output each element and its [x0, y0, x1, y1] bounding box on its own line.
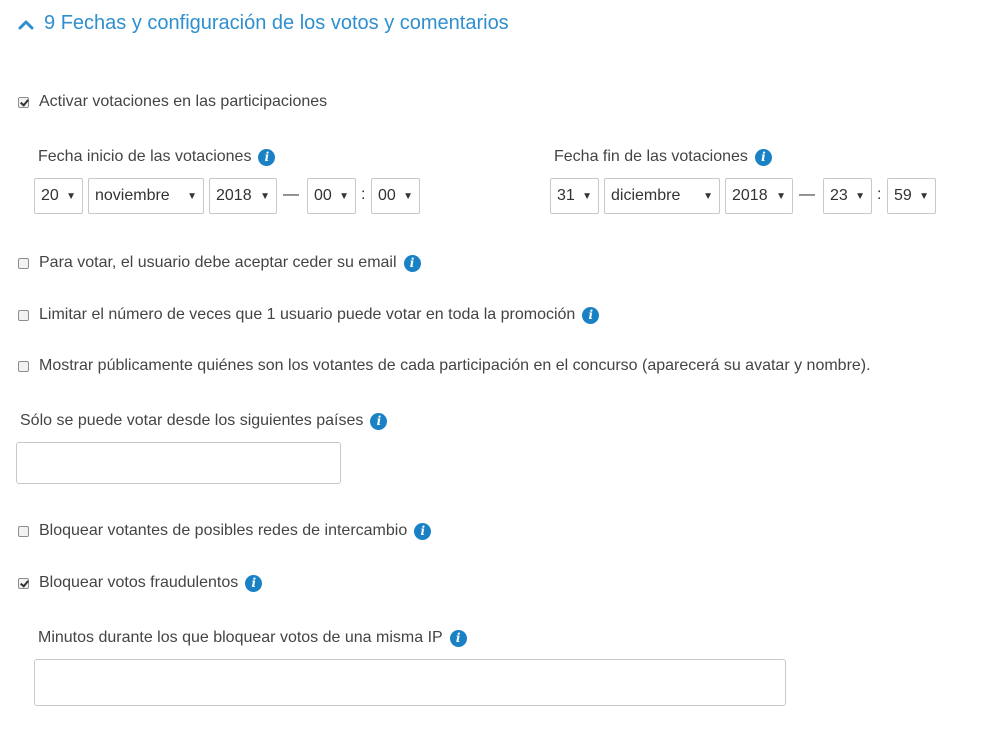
- chevron-up-icon: [16, 14, 36, 34]
- countries-label: [20, 412, 387, 430]
- start-month-select[interactable]: [88, 178, 204, 214]
- end-hour-select[interactable]: [823, 178, 872, 214]
- end-date-label-text: Fecha fin de las votaciones: [554, 148, 748, 165]
- countries-input[interactable]: [16, 442, 341, 484]
- end-colon-separator: :: [877, 186, 882, 203]
- dropdown-arrow-icon: ▼: [703, 190, 713, 202]
- start-day-select[interactable]: [34, 178, 83, 214]
- end-minute-value: 59: [894, 187, 912, 204]
- email-label: Para votar, el usuario debe aceptar ceder su email: [39, 254, 397, 271]
- end-month-select[interactable]: [604, 178, 720, 214]
- start-hour-value: 00: [314, 187, 332, 204]
- enable-voting-checkbox[interactable]: [18, 97, 29, 108]
- dropdown-arrow-icon: ▼: [66, 190, 76, 202]
- start-year-value: 2018: [216, 187, 252, 204]
- end-dash-separator: —: [799, 186, 815, 203]
- end-hour-value: 23: [830, 187, 848, 204]
- info-icon[interactable]: i: [245, 575, 262, 592]
- end-year-value: 2018: [732, 187, 768, 204]
- info-icon[interactable]: i: [582, 307, 599, 324]
- end-minute-select[interactable]: [887, 178, 936, 214]
- dropdown-arrow-icon: ▼: [776, 190, 786, 202]
- start-minute-select[interactable]: [371, 178, 420, 214]
- show-voters-option[interactable]: [18, 357, 871, 375]
- email-checkbox[interactable]: [18, 258, 29, 269]
- minutes-label-text: Minutos durante los que bloquear votos de una misma IP: [38, 629, 443, 646]
- enable-voting-option[interactable]: [18, 93, 327, 111]
- start-date-label-text: Fecha inicio de las votaciones: [38, 148, 252, 165]
- enable-voting-label: Activar votaciones en las participaciones: [39, 93, 328, 110]
- info-icon[interactable]: i: [755, 149, 772, 166]
- show-voters-checkbox[interactable]: [18, 361, 29, 372]
- minutes-label: [38, 629, 467, 647]
- show-voters-label: Mostrar públicamente quiénes son los votantes de cada participación en el concurso (aparecerá su avatar y nombre).: [39, 357, 871, 374]
- end-day-select[interactable]: [550, 178, 599, 214]
- limit-votes-checkbox[interactable]: [18, 310, 29, 321]
- block-networks-option[interactable]: [18, 522, 431, 540]
- block-fraud-checkbox[interactable]: [18, 578, 29, 589]
- end-date-label: [554, 148, 772, 166]
- end-year-select[interactable]: [725, 178, 793, 214]
- block-networks-label: Bloquear votantes de posibles redes de intercambio: [39, 522, 408, 539]
- section-title: [44, 12, 509, 35]
- dropdown-arrow-icon: ▼: [339, 190, 349, 202]
- start-colon-separator: :: [361, 186, 366, 203]
- block-fraud-label: Bloquear votos fraudulentos: [39, 574, 239, 591]
- start-day-value: 20: [41, 187, 59, 204]
- dropdown-arrow-icon: ▼: [260, 190, 270, 202]
- block-networks-checkbox[interactable]: [18, 526, 29, 537]
- section-number: 9: [44, 12, 56, 34]
- countries-label-text: Sólo se puede votar desde los siguientes países: [20, 412, 364, 429]
- info-icon[interactable]: i: [258, 149, 275, 166]
- dropdown-arrow-icon: ▼: [403, 190, 413, 202]
- section-title-text: Fechas y configuración de los votos y comentarios: [60, 12, 509, 34]
- limit-votes-label: Limitar el número de veces que 1 usuario puede votar en toda la promoción: [39, 306, 576, 323]
- dropdown-arrow-icon: ▼: [187, 190, 197, 202]
- start-year-select[interactable]: [209, 178, 277, 214]
- end-month-value: diciembre: [611, 187, 681, 204]
- email-option[interactable]: [18, 254, 421, 272]
- dropdown-arrow-icon: ▼: [855, 190, 865, 202]
- start-hour-select[interactable]: [307, 178, 356, 214]
- limit-votes-option[interactable]: [18, 306, 599, 324]
- info-icon[interactable]: i: [370, 413, 387, 430]
- start-date-label: [38, 148, 275, 166]
- block-fraud-option[interactable]: [18, 574, 262, 592]
- info-icon[interactable]: i: [414, 523, 431, 540]
- start-month-value: noviembre: [95, 187, 170, 204]
- minutes-input[interactable]: [34, 659, 786, 706]
- start-minute-value: 00: [378, 187, 396, 204]
- info-icon[interactable]: i: [450, 630, 467, 647]
- info-icon[interactable]: i: [404, 255, 421, 272]
- section-header[interactable]: [16, 12, 509, 35]
- start-dash-separator: —: [283, 186, 299, 203]
- end-day-value: 31: [557, 187, 575, 204]
- dropdown-arrow-icon: ▼: [919, 190, 929, 202]
- dropdown-arrow-icon: ▼: [582, 190, 592, 202]
